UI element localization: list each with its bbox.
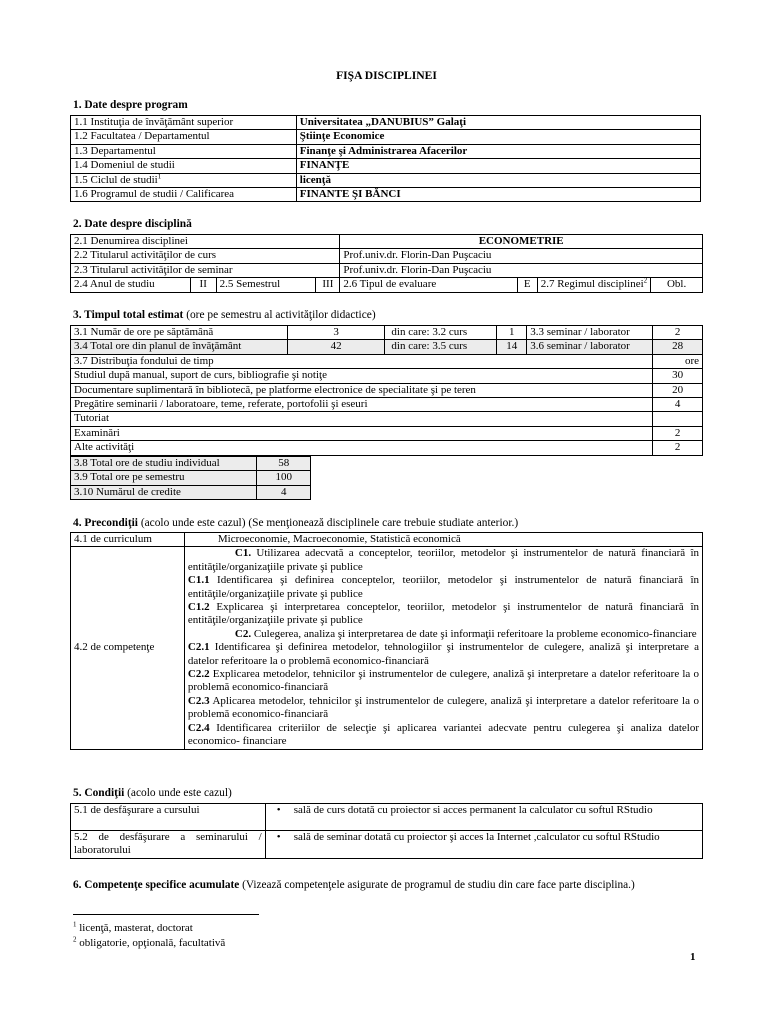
competence-item <box>188 722 699 749</box>
regime-label <box>537 278 650 292</box>
competence-text: Explicarea metodelor, tehnicilor şi instrumentelor de culegere, analiză şi interpretare a datelor referitoare la o problemă economico-financiară <box>187 668 699 694</box>
section3-heading <box>73 308 376 322</box>
seminar-titular-label: 2.3 Titularul activităţilor de seminar <box>71 263 340 277</box>
hours-course-label: din care: 3.5 curs <box>385 340 497 354</box>
seminar-conditions-label: 5.2 de desfăşurare a seminarului / laboratorului <box>71 831 266 859</box>
distribution-label: 3.7 Distribuţia fondului de timp <box>71 354 653 368</box>
program-row-label-text: 1.4 Domeniul de studii <box>74 159 175 172</box>
competence-code: C1. <box>234 547 252 560</box>
distribution-item-value: 30 <box>653 369 703 383</box>
discipline-table <box>70 234 703 293</box>
bullet-icon: • <box>276 804 281 816</box>
distribution-item-label: Studiul după manual, suport de curs, bibliografie şi notiţe <box>71 369 653 383</box>
program-row-value: licenţă <box>296 173 700 187</box>
section6-paragraph <box>73 878 701 892</box>
section5-heading-note: (acolo unde este cazul) <box>127 787 232 799</box>
distribution-row <box>71 369 703 383</box>
curriculum-label: 4.1 de curriculum <box>71 533 185 547</box>
seminar-conditions-text: sală de seminar dotată cu proiector şi acces la Internet ,calculator cu softul RStudio <box>293 831 660 843</box>
program-row-label-text: 1.3 Departamentul <box>74 144 156 157</box>
competence-code: C2. <box>234 627 252 640</box>
competence-code: C1.1 <box>187 574 210 587</box>
footnote-2-number: 2 <box>73 935 77 944</box>
bullet-icon: • <box>276 831 281 843</box>
section2-heading: 2. Date despre disciplină <box>73 218 192 230</box>
regime-label-text: 2.7 Regimul disciplinei <box>540 278 644 291</box>
hours-seminar: 28 <box>653 340 703 354</box>
seminar-titular-value: Prof.univ.dr. Florin-Dan Puşcaciu <box>340 263 703 277</box>
hours-label: 3.4 Total ore din planul de învăţământ <box>71 340 288 354</box>
distribution-item-label: Examinări <box>71 426 653 440</box>
evaluation-label: 2.6 Tipul de evaluare <box>340 278 517 292</box>
program-row-label <box>71 130 297 144</box>
program-row <box>71 130 701 144</box>
competence-item <box>188 601 699 628</box>
totals-row <box>71 457 311 471</box>
competence-item <box>188 628 699 641</box>
competence-text: Aplicarea metodelor, tehnicilor şi instrumentelor de culegere, analiză şi interpretare a datelor referitoare la o problemă economico-financiară <box>187 694 699 721</box>
competence-item <box>188 695 699 722</box>
competence-item <box>188 574 699 601</box>
document-title: FIŞA DISCIPLINEI <box>336 69 437 82</box>
weekly-hours-row <box>71 326 703 340</box>
course-titular-row <box>71 249 703 263</box>
section4-heading-note: (acolo unde este cazul) (Se menţionează disciplinele care trebuie studiate anterior.) <box>140 517 519 529</box>
seminar-conditions-row <box>71 831 703 859</box>
course-conditions-label: 5.1 de desfăşurare a cursului <box>71 804 266 831</box>
course-titular-label: 2.2 Titularul activităţilor de curs <box>71 249 340 263</box>
program-row-value: Finanţe şi Administrarea Afacerilor <box>296 144 700 158</box>
distribution-row <box>71 383 703 397</box>
conditions-table <box>70 803 703 859</box>
totals-value: 100 <box>257 471 311 485</box>
program-row-label-text: 1.6 Programul de studii / Calificarea <box>74 188 235 201</box>
regime-footnote-ref: 2 <box>643 276 648 285</box>
regime-value: Obl. <box>651 278 703 292</box>
competence-code: C2.2 <box>187 668 210 681</box>
program-row-label <box>71 144 297 158</box>
hours-course-label: din care: 3.2 curs <box>385 326 497 340</box>
footnote-1 <box>73 922 193 936</box>
program-row-label <box>71 116 297 130</box>
footnote-2-text: obligatorie, opţională, facultativă <box>79 937 226 949</box>
hours-total: 42 <box>287 340 385 354</box>
distribution-header-row <box>71 354 703 368</box>
competence-code: C1.2 <box>187 601 210 614</box>
distribution-unit: ore <box>653 354 703 368</box>
discipline-meta-row <box>71 278 703 292</box>
competence-text: Culegerea, analiza şi interpretarea de date şi informaţii referitoare la probleme economico-financiare <box>251 627 697 640</box>
distribution-row <box>71 426 703 440</box>
competence-code: C2.1 <box>187 641 210 654</box>
curriculum-value: Microeconomie, Macroeconomie, Statistică economică <box>184 533 702 547</box>
competence-item <box>188 547 699 574</box>
distribution-row <box>71 412 703 426</box>
seminar-titular-row <box>71 263 703 277</box>
distribution-item-label: Pregătire seminarii / laboratoare, teme, referate, portofolii şi eseuri <box>71 398 653 412</box>
hours-course: 14 <box>497 340 527 354</box>
semester-value: III <box>316 278 340 292</box>
course-titular-value: Prof.univ.dr. Florin-Dan Puşcaciu <box>340 249 703 263</box>
competences-list <box>184 547 702 749</box>
competence-item <box>188 668 699 695</box>
program-row-label <box>71 159 297 173</box>
section4-heading-text: 4. Precondiţii <box>73 517 138 529</box>
time-table <box>70 325 703 456</box>
program-row <box>71 173 701 187</box>
footnote-2 <box>73 937 225 951</box>
distribution-item-label: Documentare suplimentară în bibliotecă, pe platforme electronice de specialitate şi pe teren <box>71 383 653 397</box>
program-row-value: Ştiinţe Economice <box>296 130 700 144</box>
competences-label: 4.2 de competenţe <box>71 547 185 749</box>
competence-text: Utilizarea adecvată a conceptelor, teoriilor, metodelor şi instrumentelor de natură financiară în entităţile/organizaţiile private şi publice <box>187 547 699 573</box>
competence-text: Identificarea şi definirea metodelor, tehnologiilor şi instrumentelor de culegere, analiză şi interpretare a datelor referitoare la o problemă economico-financiară <box>187 641 699 667</box>
program-row <box>71 144 701 158</box>
distribution-row <box>71 441 703 455</box>
footnote-ref: 1 <box>157 171 162 180</box>
totals-row <box>71 471 311 485</box>
hours-total: 3 <box>287 326 385 340</box>
preconditions-table <box>70 532 703 750</box>
distribution-item-value: 20 <box>653 383 703 397</box>
distribution-item-label: Tutoriat <box>71 412 653 426</box>
totals-value: 58 <box>257 457 311 471</box>
distribution-item-value: 2 <box>653 441 703 455</box>
program-table <box>70 115 701 202</box>
program-row-label-text: 1.2 Facultatea / Departamentul <box>74 130 210 143</box>
competence-code: C2.4 <box>187 721 210 734</box>
section3-heading-text: 3. Timpul total estimat <box>73 309 184 321</box>
hours-seminar: 2 <box>653 326 703 340</box>
program-row-value: Universitatea „DANUBIUS” Galaţi <box>296 116 700 130</box>
footnote-divider <box>73 914 259 915</box>
program-row <box>71 116 701 130</box>
section6-heading: 6. Competenţe specifice acumulate <box>73 879 240 891</box>
weekly-hours-row <box>71 340 703 354</box>
distribution-item-label: Alte activităţi <box>71 441 653 455</box>
competence-text: Explicarea şi interpretarea conceptelor, teoriilor, metodelor şi instrumentelor de natură financiară în entităţile/organizaţiile private şi publice <box>187 601 699 627</box>
program-row-label-text: 1.1 Instituţia de învăţământ superior <box>74 116 234 128</box>
totals-label: 3.8 Total ore de studiu individual <box>71 457 257 471</box>
distribution-item-value: 2 <box>653 426 703 440</box>
hours-seminar-label: 3.3 seminar / laborator <box>527 326 653 340</box>
section5-heading-text: 5. Condiţii <box>73 787 125 799</box>
totals-label: 3.10 Numărul de credite <box>71 485 257 499</box>
footnote-1-text: licenţă, masterat, doctorat <box>79 922 193 934</box>
program-row-label <box>71 188 297 202</box>
program-row <box>71 159 701 173</box>
section4-heading <box>73 516 518 530</box>
program-row-value: FINANŢE <box>296 159 700 173</box>
discipline-name-row <box>71 235 703 249</box>
year-label: 2.4 Anul de studiu <box>71 278 191 292</box>
footnote-1-number: 1 <box>73 920 77 929</box>
hours-label: 3.1 Număr de ore pe săptămână <box>71 326 288 340</box>
seminar-conditions-value <box>265 831 702 859</box>
section3-heading-note: (ore pe semestru al activităţilor didactice) <box>186 309 376 321</box>
totals-row <box>71 485 311 499</box>
course-conditions-text: sală de curs dotată cu proiector si acces permanent la calculator cu softul RStudio <box>293 804 653 816</box>
distribution-item-value: 4 <box>653 398 703 412</box>
discipline-name-value: ECONOMETRIE <box>340 235 703 249</box>
hours-course: 1 <box>497 326 527 340</box>
distribution-row <box>71 398 703 412</box>
section1-heading: 1. Date despre program <box>73 99 188 111</box>
program-row-label-text: 1.5 Ciclul de studii <box>74 173 158 186</box>
discipline-name-label: 2.1 Denumirea disciplinei <box>71 235 340 249</box>
section6-note: (Vizează competenţele asigurate de programul de studiu din care face parte disciplina.) <box>242 879 635 891</box>
evaluation-value: E <box>517 278 537 292</box>
course-conditions-value <box>265 804 702 831</box>
hours-seminar-label: 3.6 seminar / laborator <box>527 340 653 354</box>
section5-heading <box>73 786 232 800</box>
totals-value: 4 <box>257 485 311 499</box>
competence-text: Identificarea şi definirea conceptelor, teoriilor, metodelor şi instrumentelor de natură financiară în entităţile/organizaţiile private şi publice <box>187 574 699 600</box>
competence-text: Identificarea criteriilor de selecţie şi aplicarea variantei adecvate pentru culegerea şi analiza datelor economico- financiare <box>187 721 699 748</box>
competence-code: C2.3 <box>187 694 210 707</box>
program-row-value: FINANTE ŞI BĂNCI <box>296 188 700 202</box>
semester-label: 2.5 Semestrul <box>216 278 316 292</box>
totals-table <box>70 456 311 500</box>
competences-row <box>71 547 703 749</box>
program-row-label <box>71 173 297 187</box>
course-conditions-row <box>71 804 703 831</box>
year-value: II <box>190 278 216 292</box>
program-row <box>71 188 701 202</box>
distribution-item-value <box>653 412 703 426</box>
totals-label: 3.9 Total ore pe semestru <box>71 471 257 485</box>
page-number: 1 <box>690 951 696 963</box>
competence-item <box>188 641 699 668</box>
curriculum-row <box>71 533 703 547</box>
